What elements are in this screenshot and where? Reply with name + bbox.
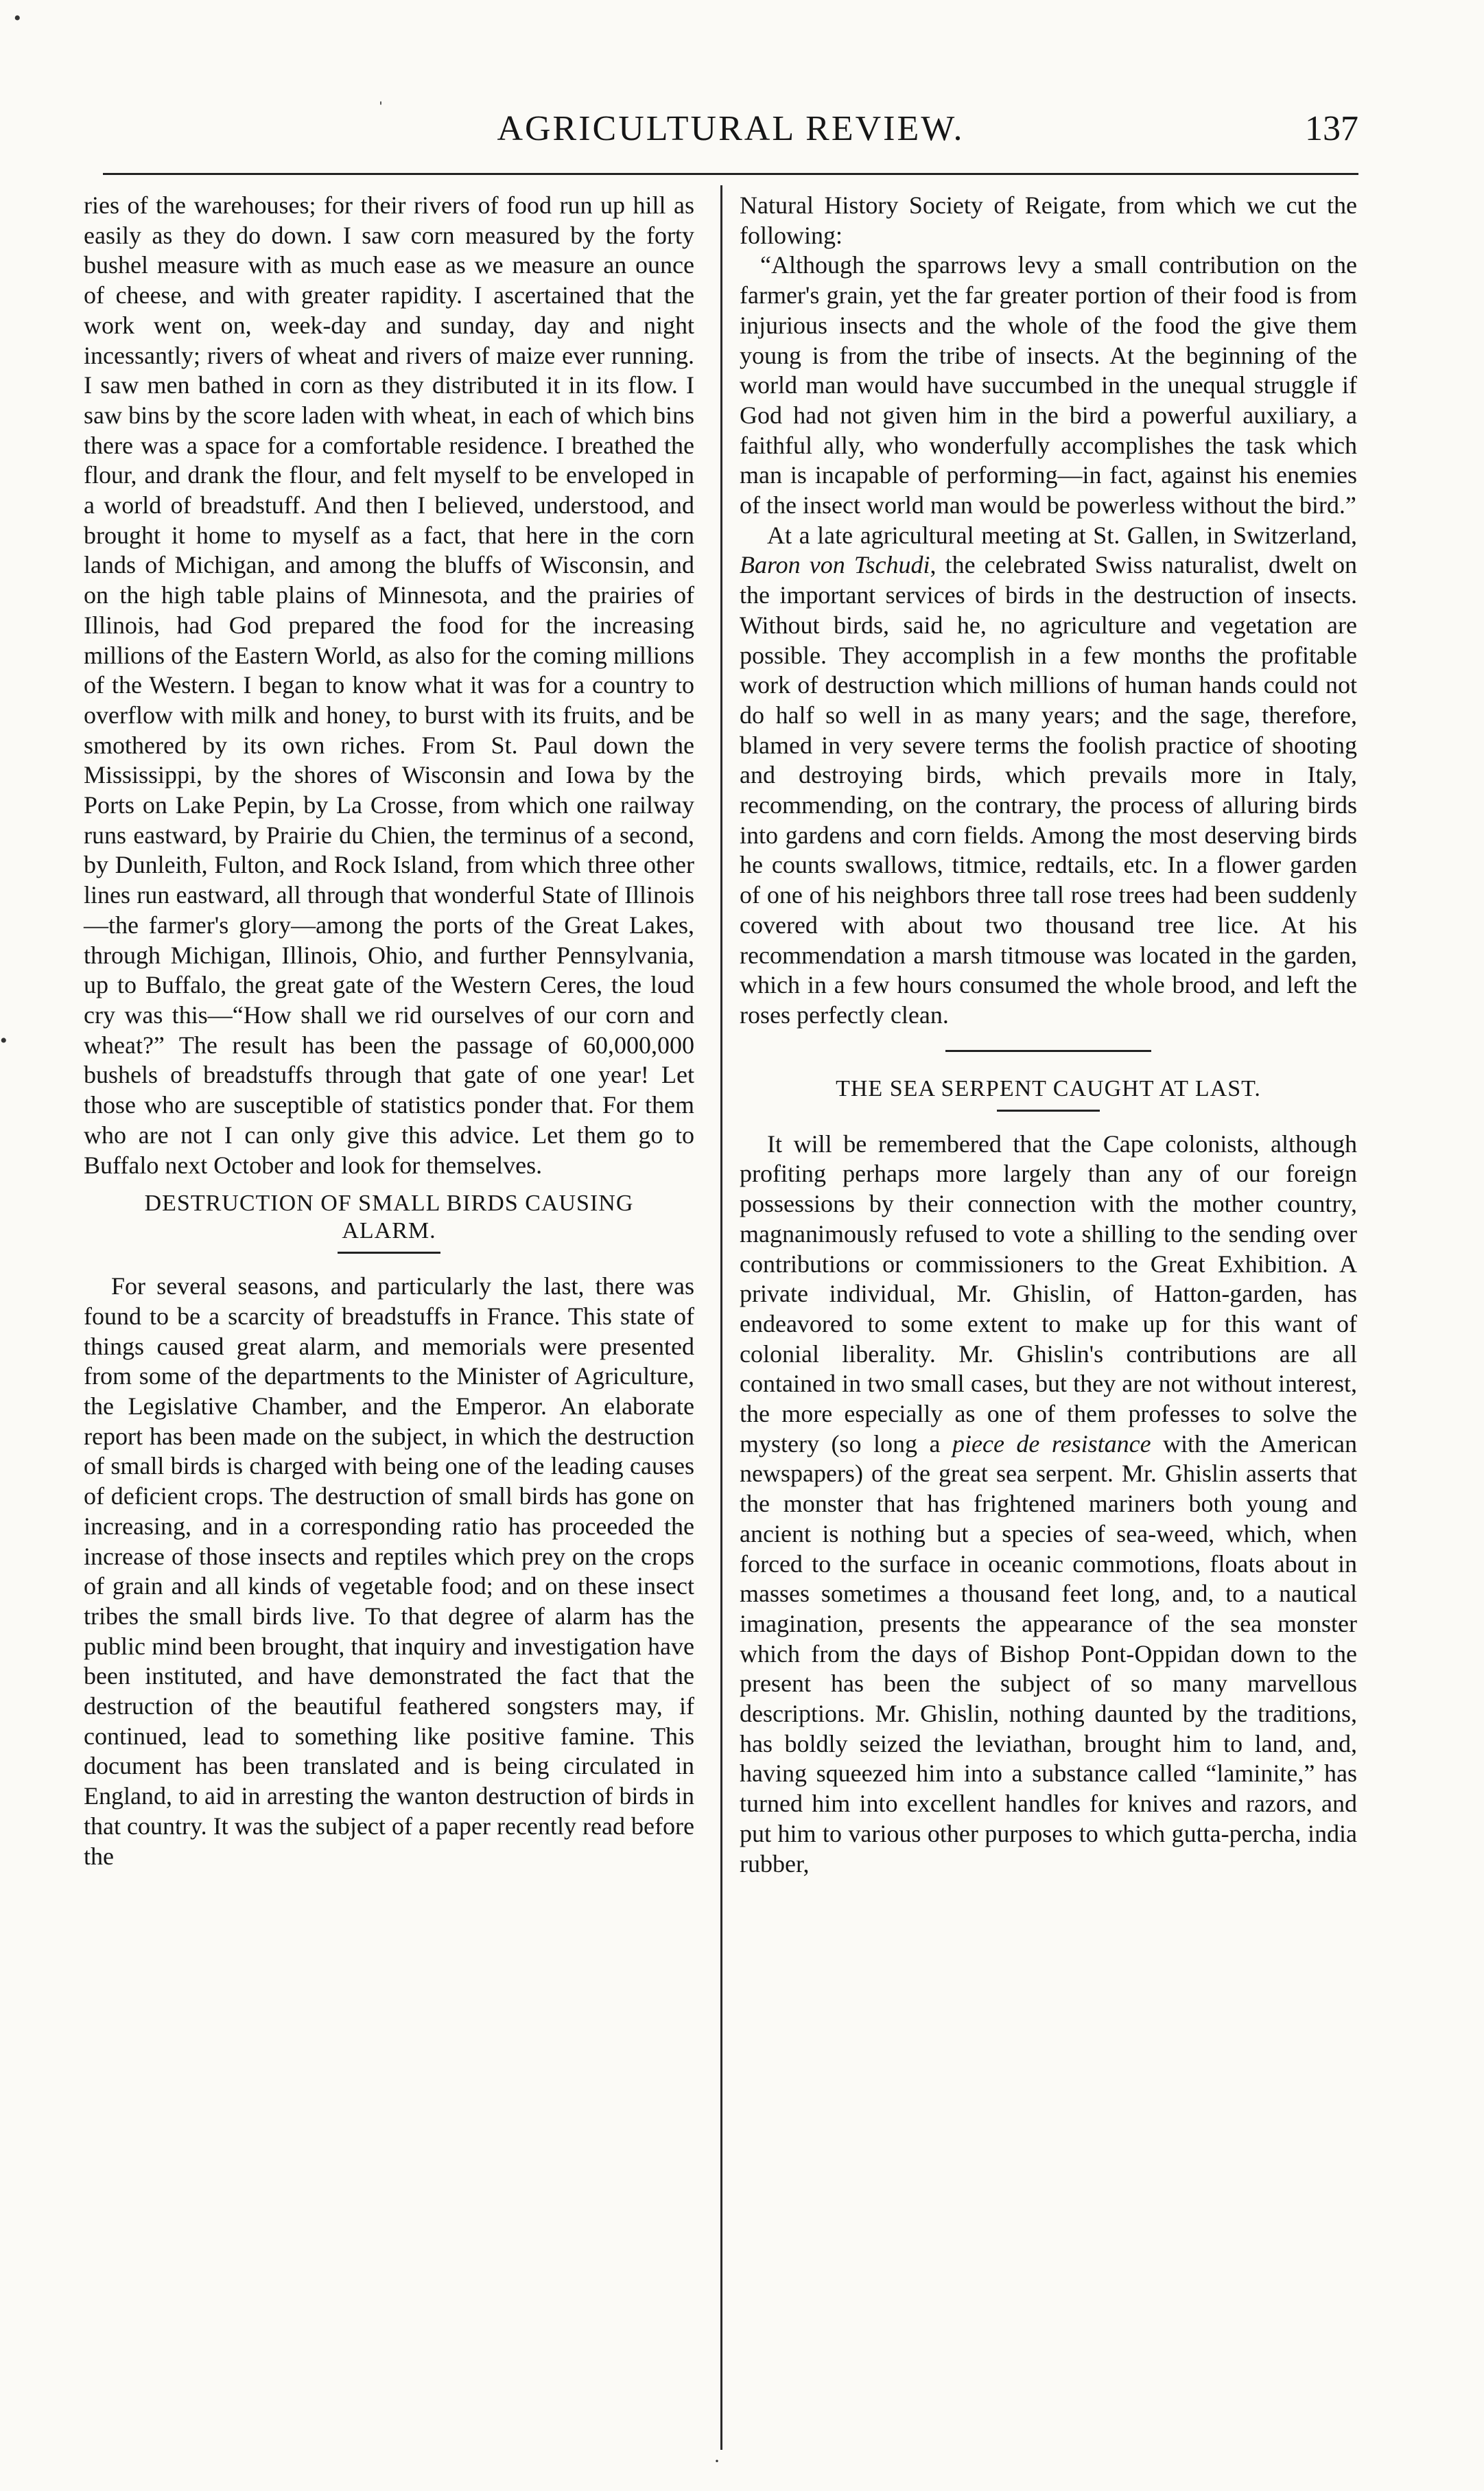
scan-speck: ˌ xyxy=(377,82,384,105)
right-column xyxy=(740,191,1357,1879)
p3-text-after: with the American newspapers) of the great sea serpent. Mr. Ghislin asserts that the monster that has frightened mariners both young and ancient is nothing but a species of sea-weed, which, when forced to the surface in oceanic commotions, floats about in masses sometimes a thousand feet long, and, to a nautical imagination, presents the appearance of the sea monster which from the days of Bishop Pont-Oppidan down to the present has been the subject of so many marvellous descriptions. Mr. Ghislin, nothing daunted by the traditions, has boldly seized the leviathan, brought him to land, and, having squeezed him into a substance called “laminite,” has turned him into excellent handles for knives and razors, and put him to various other purposes to which gutta-percha, india rubber, xyxy=(740,1429,1357,1878)
column-divider xyxy=(720,185,722,2450)
right-paragraph-2 xyxy=(740,521,1357,1031)
right-quote: “Although the sparrows levy a small contribution on the farmer's grain, yet the far greater portion of their food is from injurious insects and the whole of the food the give them young is from the tribe of insects. At the beginning of the world man would have succumbed in the unequal struggle if God had not given him in the bird a powerful auxiliary, a faithful ally, who wonderfully accomplishes the task which man is incapable of performing—in fact, against his enemies of the insect world man would be powerless without the bird.” xyxy=(740,251,1357,519)
scan-speck: · xyxy=(714,2450,720,2472)
header-rule xyxy=(103,173,1358,175)
p3-italic-phrase: piece de resistance xyxy=(952,1429,1151,1458)
left-paragraph-1: ries of the warehouses; for their rivers of food run up hill as easily as they do down. I saw corn measured by the forty bushel measure with as much ease as we measure an ounce of cheese, and with greater rapidity. I ascertained that the work went on, week-day and sunday, day and night incessantly; rivers of wheat and rivers of maize ever running. I saw men bathed in corn as they distributed it in its flow. I saw bins by the score laden with wheat, in each of which bins there was a space for a comfortable residence. I breathed the flour, and drank the flour, and felt myself to be enveloped in a world of breadstuff. And then I believed, understood, and brought it home to myself as a fact, that here in the corn lands of Michigan, and among the bluffs of Wisconsin, and on the high table plains of Minnesota, and the prairies of Illinois, had God prepared the food for the increasing millions of the Eastern World, as also for the coming millions of the Western. I began to know what it was for a country to overflow with milk and honey, to burst with its fruits, and be smothered by its own riches. From St. Paul down the Mississippi, by the shores of Wisconsin and Iowa by the Ports on Lake Pepin, by La Crosse, from which one railway runs eastward, by Prairie du Chien, the terminus of a second, by Dunleith, Fulton, and Rock Island, from which three other lines run eastward, all through that wonderful State of Illinois—the farmer's glory—among the ports of the Great Lakes, through Michigan, Illinois, Ohio, and further Pennsylvania, up to Buffalo, the great gate of the Western Ceres, the loud cry was this—“How shall we rid ourselves of our corn and wheat?” The result has been the passage of 60,000,000 bushels of breadstuffs through that gate of one year! Let those who are susceptible of statistics ponder that. For them who are not I can only give this advice. Let them go to Buffalo next October and look for themselves. xyxy=(84,191,694,1179)
section-rule xyxy=(945,1050,1151,1052)
left-paragraph-2: For several seasons, and particularly the last, there was found to be a scarcity of breadstuffs in France. This state of things caused great alarm, and memorials were presented from some of the departments to the Minister of Agriculture, the Legislative Chamber, and the Emperor. An elaborate report has been made on the subject, in which the destruction of small birds is charged with being one of the leading causes of deficient crops. The destruction of small birds has gone on increasing, and in a corresponding ratio has proceeded the increase of those insects and reptiles which prey on the crops of grain and all kinds of vegetable food; and on these insect tribes the small birds live. To that degree of alarm has the public mind been brought, that inquiry and investigation have been instituted, and have demonstrated the fact that the destruction of the beautiful feathered songsters may, if continued, lead to something like positive famine. This document has been translated and is being circulated in England, to aid in arresting the wanton destruction of birds in that country. It was the subject of a paper recently read before the xyxy=(84,1272,694,1870)
scan-speck: • xyxy=(0,1029,8,1052)
left-column xyxy=(84,191,694,1871)
p2-name-italic: Baron von Tschudi xyxy=(740,551,930,579)
p2-text-before: At a late agricultural meeting at St. Gallen, in Switzerland, xyxy=(767,521,1357,549)
p3-text-before: It will be remembered that the Cape colonists, although profiting perhaps more largely than any of our foreign possessions by their connection with the mother country, magnanimously refused to vote a shilling to the sending over contributions or commissioners to the Great Exhibition. A private individual, Mr. Ghislin, of Hatton-garden, has endeavored to some extent to make up for this want of colonial liberality. Mr. Ghislin's contributions are all contained in two small cases, but they are not without interest, the more especially as one of them professes to solve the mystery (so long a xyxy=(740,1130,1357,1458)
right-paragraph-1: Natural History Society of Reigate, from which we cut the following: xyxy=(740,191,1357,249)
scan-speck: • xyxy=(14,7,21,30)
section-heading-sea-serpent: THE SEA SERPENT CAUGHT AT LAST. xyxy=(836,1075,1261,1101)
right-paragraph-3 xyxy=(740,1130,1357,1880)
section-heading-small-birds: DESTRUCTION OF SMALL BIRDS CAUSING ALARM. xyxy=(144,1191,634,1244)
running-title: AGRICULTURAL REVIEW. xyxy=(497,109,965,148)
page-number: 137 xyxy=(1305,109,1358,148)
page-header xyxy=(103,108,1358,163)
p2-text-after: , the celebrated Swiss naturalist, dwelt on the important services of birds in the destruction of insects. Without birds, said he, no agriculture and vegetation are possible. They accomplish in a few months the profitable work of destruction which millions of human hands could not do half so well in as many years; and the sage, therefore, blamed in very severe terms the foolish practice of shooting and destroying birds, which prevails more in Italy, recommending, on the contrary, the process of alluring birds into gardens and corn fields. Among the most deserving birds he counts swallows, titmice, redtails, etc. In a flower garden of one of his neighbors three tall rose trees had been suddenly covered with about two thousand tree lice. At his recommendation a marsh titmouse was located in the garden, which in a few hours consumed the whole brood, and left the roses perfectly clean. xyxy=(740,551,1357,1029)
